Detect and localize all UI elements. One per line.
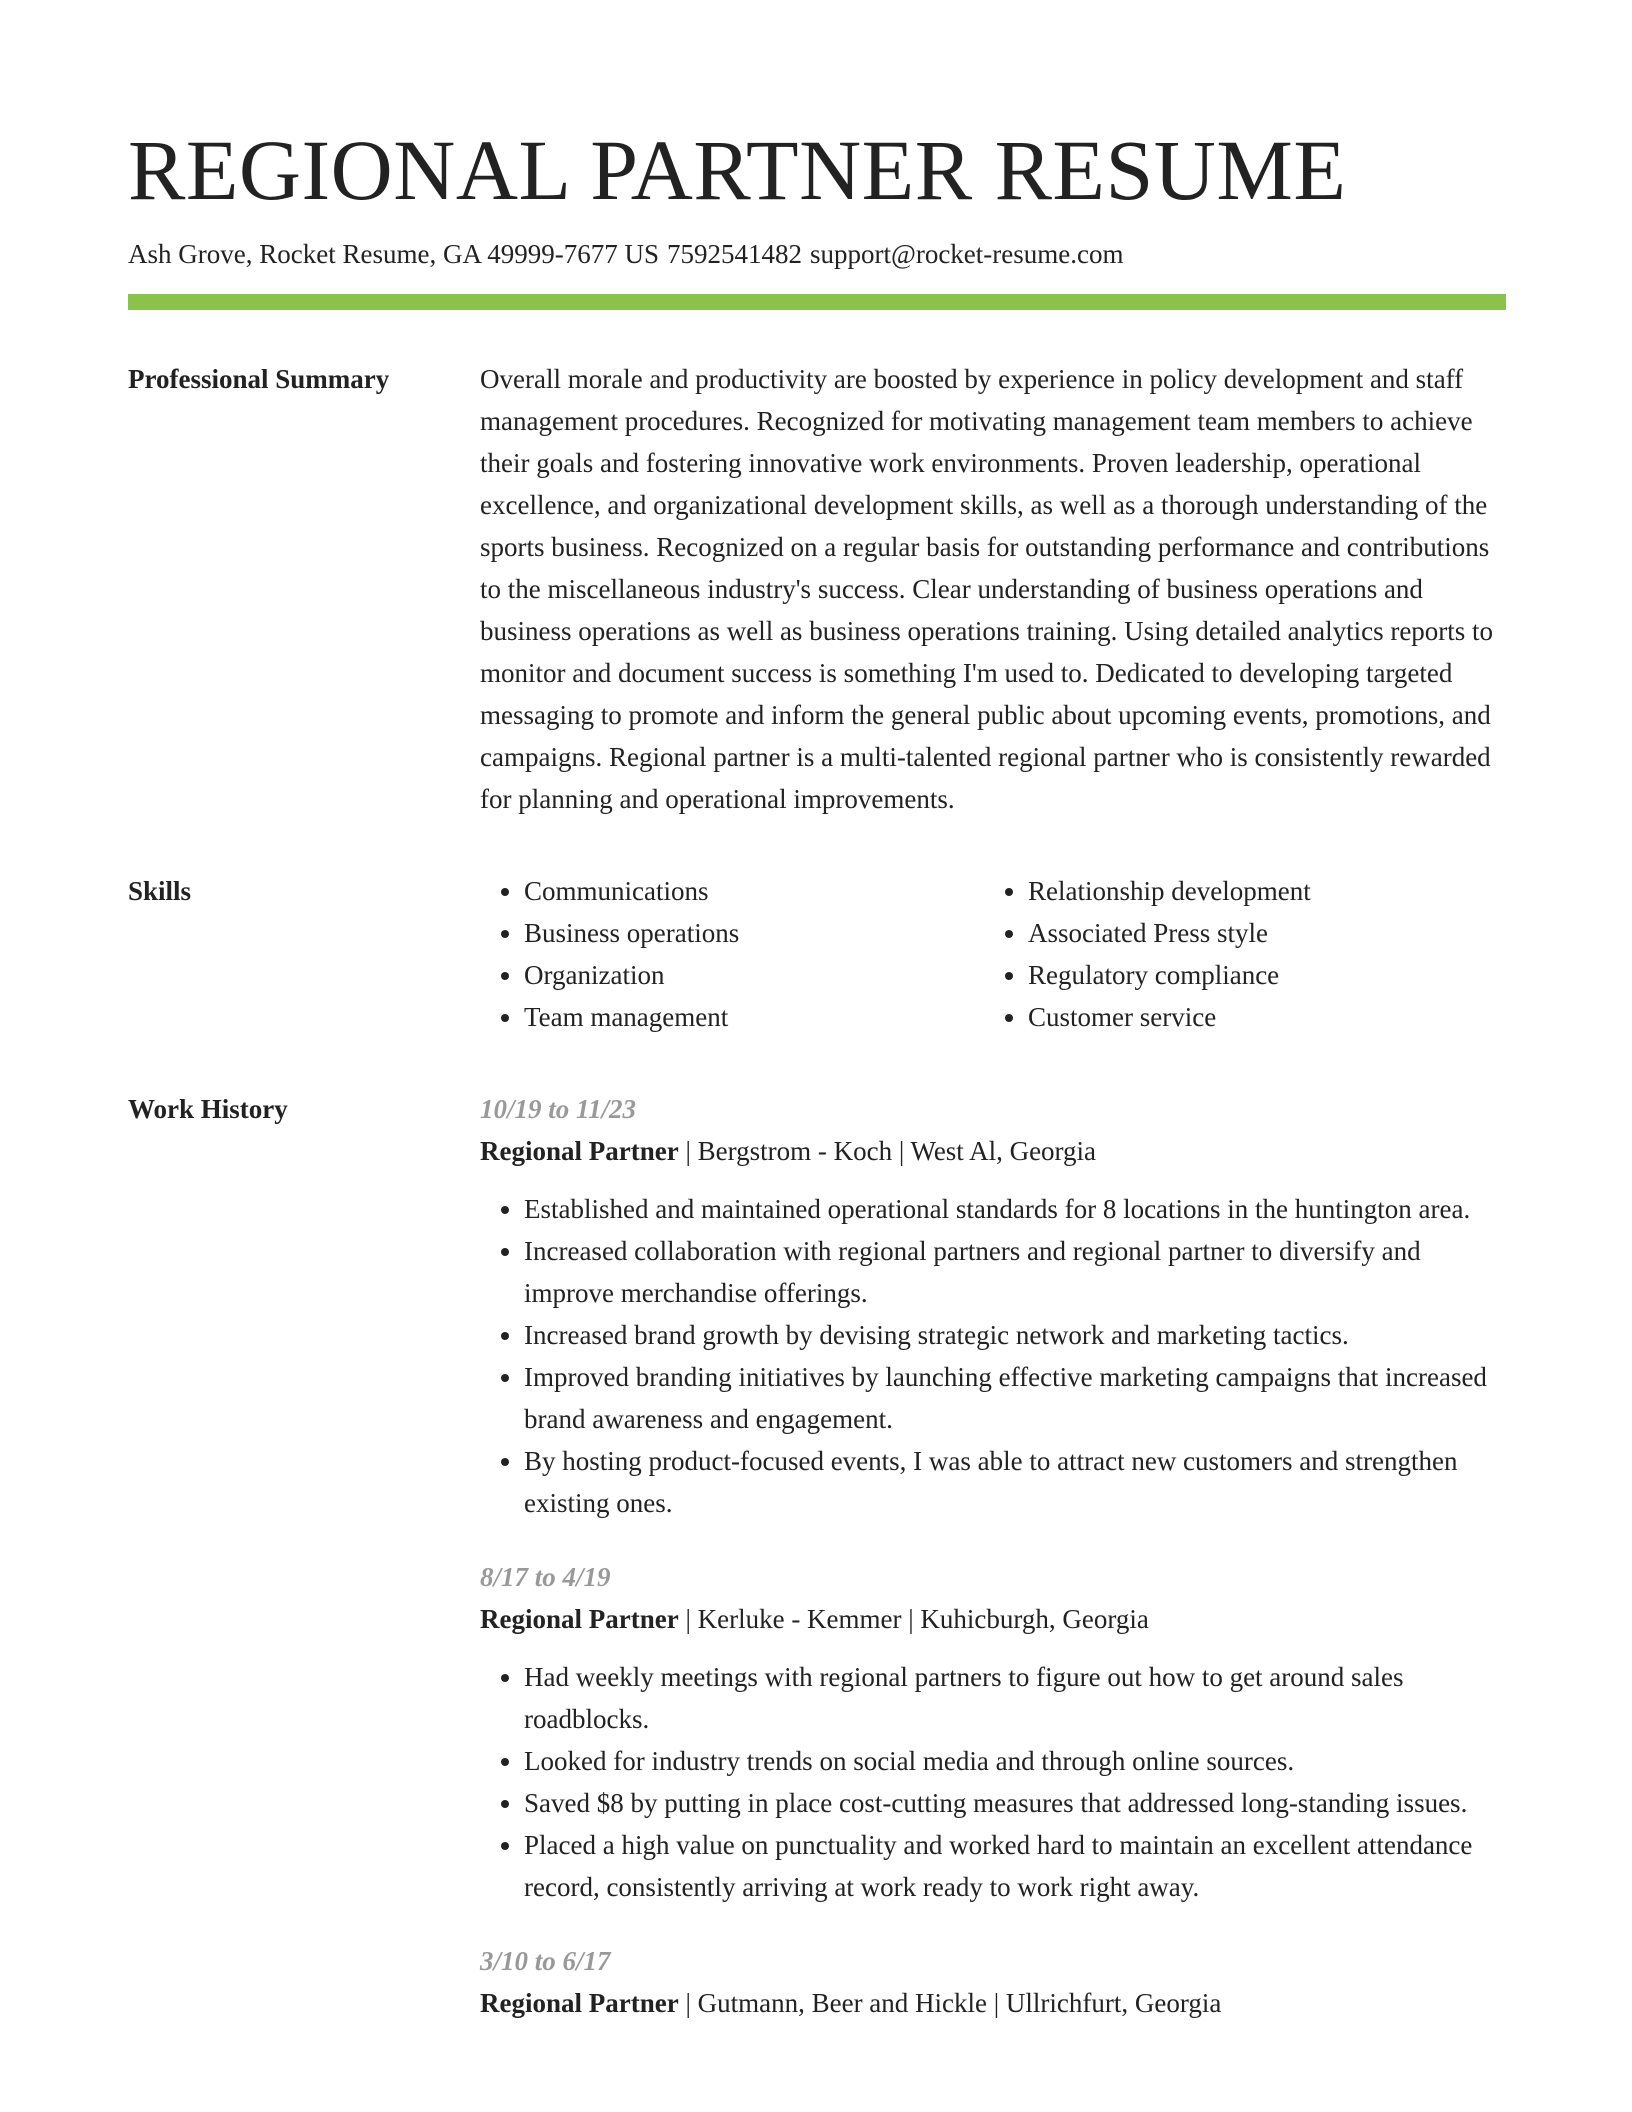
job-bullet: • By hosting product-focused events, I was able to attract new customers and strengthen existing ones. xyxy=(524,1440,1506,1524)
contact-email: support@rocket-resume.com xyxy=(809,239,1124,269)
job-bullet: • Increased brand growth by devising strategic network and marketing tactics. xyxy=(524,1314,1506,1356)
resume-page xyxy=(128,118,1506,2056)
resume-title: REGIONAL PARTNER RESUME xyxy=(128,122,1347,218)
job-heading xyxy=(480,1130,1506,1172)
job-bullet: • Placed a high value on punctuality and worked hard to maintain an excellent attendance record, consistently arriving at work ready to work right away. xyxy=(524,1824,1506,1908)
job-dates: 10/19 to 11/23 xyxy=(480,1094,637,1124)
skills-heading: Skills xyxy=(128,876,192,906)
job-title: Regional Partner xyxy=(480,1604,679,1634)
job-details: | Bergstrom - Koch | West Al, Georgia xyxy=(678,1136,1097,1166)
job-entry xyxy=(480,1556,1506,1908)
work-history-section xyxy=(128,1088,1506,2056)
work-history-heading: Work History xyxy=(128,1094,288,1124)
skills-column-left xyxy=(480,870,984,1038)
skills-section xyxy=(128,870,1506,1038)
job-entry xyxy=(480,1088,1506,1524)
contact-phone: 7592541482 xyxy=(666,239,802,269)
job-bullet: • Increased collaboration with regional partners and regional partner to diversify and improve merchandise offerings. xyxy=(524,1230,1506,1314)
job-bullet: • Improved branding initiatives by launching effective marketing campaigns that increased brand awareness and engagement. xyxy=(524,1356,1506,1440)
job-bullets xyxy=(480,1656,1506,1908)
job-title: Regional Partner xyxy=(480,1988,679,2018)
summary-section xyxy=(128,358,1506,820)
skill-item: • Organization xyxy=(524,954,984,996)
job-heading xyxy=(480,1982,1506,2024)
header-divider xyxy=(128,294,1506,310)
job-heading xyxy=(480,1598,1506,1640)
contact-address: Ash Grove, Rocket Resume, GA 49999-7677 US xyxy=(128,239,659,269)
skill-item: • Business operations xyxy=(524,912,984,954)
job-details: | Gutmann, Beer and Hickle | Ullrichfurt, Georgia xyxy=(678,1988,1222,2018)
job-details: | Kerluke - Kemmer | Kuhicburgh, Georgia xyxy=(678,1604,1149,1634)
job-dates: 3/10 to 6/17 xyxy=(480,1946,611,1976)
skill-item: • Relationship development xyxy=(1028,870,1488,912)
contact-line xyxy=(128,236,1506,272)
job-bullet: • Had weekly meetings with regional partners to figure out how to get around sales roadblocks. xyxy=(524,1656,1506,1740)
skill-item: • Associated Press style xyxy=(1028,912,1488,954)
job-bullet: • Saved $8 by putting in place cost-cutting measures that addressed long-standing issues. xyxy=(524,1782,1506,1824)
job-bullets xyxy=(480,1188,1506,1524)
skill-item: • Team management xyxy=(524,996,984,1038)
skill-item: • Customer service xyxy=(1028,996,1488,1038)
job-entry xyxy=(480,1940,1506,2024)
job-title: Regional Partner xyxy=(480,1136,679,1166)
skill-item: • Communications xyxy=(524,870,984,912)
summary-heading: Professional Summary xyxy=(128,364,390,394)
job-dates: 8/17 to 4/19 xyxy=(480,1562,611,1592)
skill-item: • Regulatory compliance xyxy=(1028,954,1488,996)
skills-column-right xyxy=(984,870,1488,1038)
job-bullet: • Looked for industry trends on social media and through online sources. xyxy=(524,1740,1506,1782)
job-bullet: • Established and maintained operational standards for 8 locations in the huntington area. xyxy=(524,1188,1506,1230)
summary-text: Overall morale and productivity are boosted by experience in policy development and staff management procedures. Recognized for motivating management team members to achieve their goals and fostering innovative work environments. Proven leadership, operational excellence, and organizational development skills, as well as a thorough understanding of the sports business. Recognized on a regular basis for outstanding performance and contributions to the miscellaneous industry's success. Clear understanding of business operations and business operations as well as business operations training. Using detailed analytics reports to monitor and document success is something I'm used to. Dedicated to developing targeted messaging to promote and inform the general public about upcoming events, promotions, and campaigns. Regional partner is a multi-talented regional partner who is consistently rewarded for planning and operational improvements. xyxy=(480,364,1494,814)
skills-list xyxy=(480,870,1506,1038)
